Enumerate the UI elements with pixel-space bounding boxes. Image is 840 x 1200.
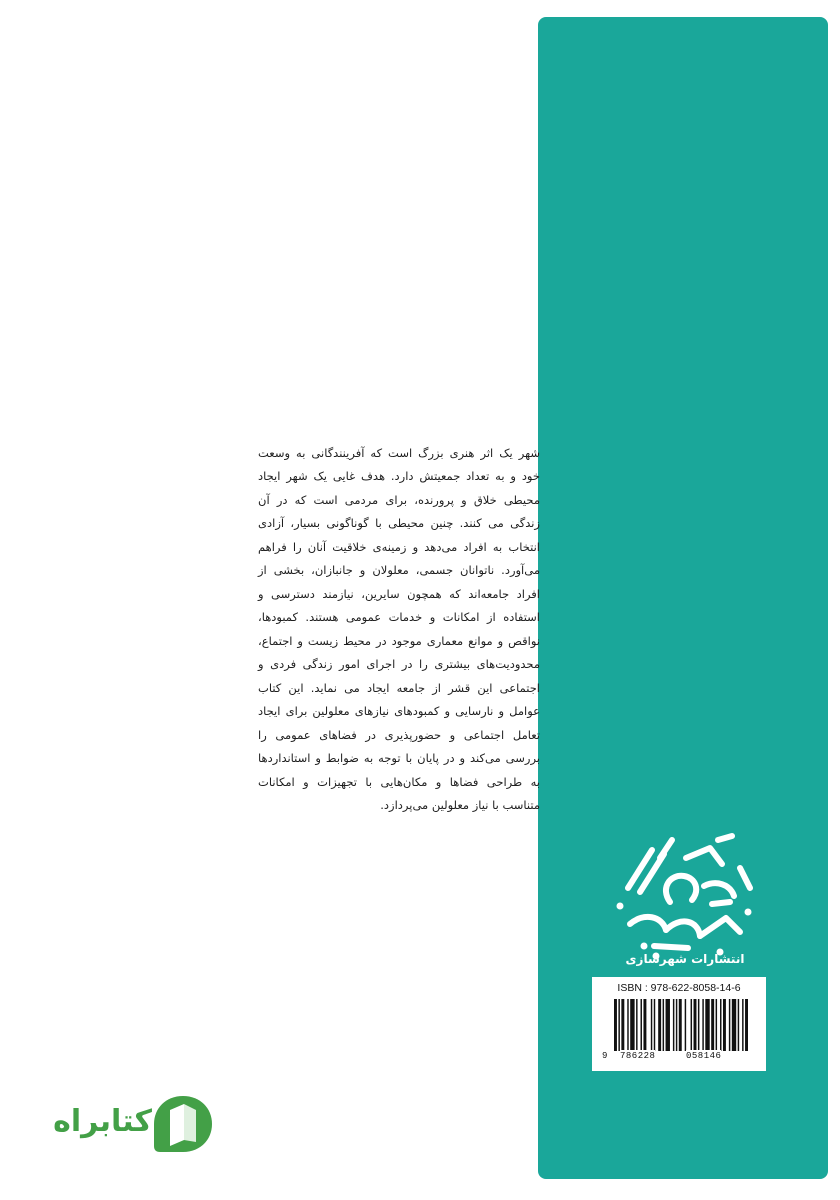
isbn-block [592,977,766,1071]
barcode-bar [691,999,692,1051]
barcode-bar [711,999,714,1051]
barcode-bar [745,999,748,1051]
publisher-name: انتشارات شهرسازی [625,952,745,966]
barcode-bar [698,999,699,1051]
barcode-bar [738,999,739,1051]
barcode-bar [676,999,677,1051]
barcode-digit-first: 9 [602,1051,608,1061]
barcode-bar [618,999,619,1051]
barcode-bar [651,999,652,1051]
barcode-bar [663,999,664,1051]
ketabrah-brand[interactable] [40,1090,220,1156]
barcode-bar [705,999,709,1051]
barcode-icon [614,999,748,1051]
barcode-bar [643,999,646,1051]
barcode-bar [641,999,642,1051]
isbn-number: ISBN : 978-622-8058-14-6 [617,982,741,994]
barcode-bar [614,999,617,1051]
barcode-bar [673,999,674,1051]
book-leaf-icon [150,1090,216,1156]
barcode-bar [723,999,726,1051]
barcode-bar [732,999,736,1051]
barcode-bar [679,999,682,1051]
barcode-bar [636,999,637,1051]
barcode-bar [654,999,655,1051]
brand-name: کتابراه [53,1104,152,1139]
barcode-bar [685,999,686,1051]
barcode-bar [729,999,730,1051]
barcode-bar [742,999,743,1051]
barcode-bar [702,999,703,1051]
barcode-bar [694,999,697,1051]
barcode-bar [621,999,624,1051]
barcode-bar [658,999,661,1051]
barcode-bar [716,999,717,1051]
barcode-bar [630,999,634,1051]
barcode-digits-left: 786228 [620,1051,656,1061]
barcode-bar [627,999,628,1051]
barcode-digits-right: 058146 [686,1051,722,1061]
back-cover-blurb: شهر یک اثر هنری بزرگ است که آفرینندگانی به وسعت خود و به تعداد جمعیتش دارد. هدف غایی یک شهر ایجاد محیطی خلاق و پرورنده، برای مردمی است که در آن زندگی می کنند. چنین محیطی با گوناگونی بسیار، آزادی انتخاب به افراد می‌دهد و زمینه‌ی خلاقیت آنان را فراهم می‌آورد. ناتوانان جسمی، معلولان و جانبازان، بخشی از افراد جامعه‌اند که همچون سایرین، نیازمند دسترسی و استفاده از امکانات و خدمات عمومی هستند. کمبودها، نواقص و موانع معماری موجود در محیط زیست و اجتماع، محدودیت‌های بیشتری را در اجرای امور زندگی فردی و اجتماعی این قشر از جامعه ایجاد می نماید. این کتاب عوامل و نارسایی و کمبودهای نیازهای معلولین برای ایجاد تعامل اجتماعی و حضورپذیری در فضاهای عمومی را بررسی می‌کند و در پایان با توجه به ضوابط و استانداردها به طراحی فضاها و مکان‌هایی با تجهیزات و امکانات متناسب با نیاز معلولین می‌پردازد. [258,445,540,812]
barcode-bar [666,999,670,1051]
barcode-bar [720,999,721,1051]
